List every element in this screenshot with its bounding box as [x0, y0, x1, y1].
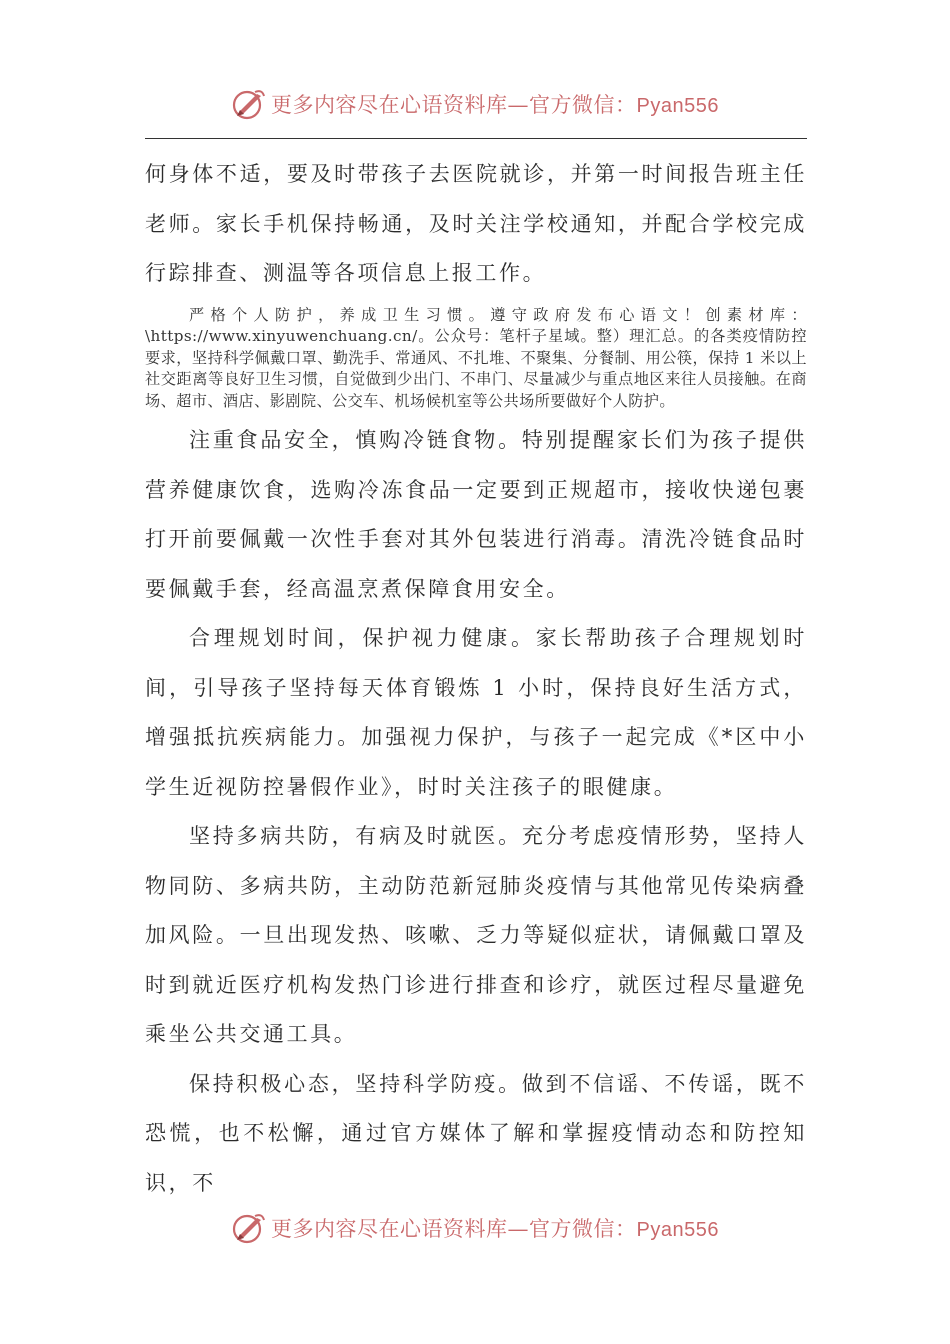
paragraph-vision-health: 合理规划时间，保护视力健康。家长帮助孩子合理规划时间，引导孩子坚持每天体育锻炼 1 小时，保持良好生活方式，增强抵抗疾病能力。加强视力保护，与孩子一起完成《*区中小学生近视防控暑假作业》，时时关注孩子的眼健康。	[145, 626, 807, 799]
header-banner	[0, 86, 950, 122]
header-banner-text	[271, 89, 719, 119]
header-divider	[145, 138, 807, 139]
pen-logo-icon	[231, 86, 267, 122]
paragraph-personal-protection: 严格个人防护，养成卫生习惯。遵守政府发布心语文！创素材库：\https://www.xinyuwenchuang.cn/。公众号：笔杆子星域。整）理汇总。的各类疫情防控要求，坚持科学佩戴口罩、勤洗手、常通风、不扎堆、不聚集、分餐制、用公筷，保持 1 米以上社交距离等良好卫生习惯，自觉做到少出门、不串门、尽量减少与重点地区来往人员接触。在商场、超市、酒店、影剧院、公交车、机场候机室等公共场所要做好个人防护。	[145, 305, 807, 410]
header-wechat-label: 官方微信：	[529, 93, 637, 117]
footer-banner	[0, 1210, 950, 1246]
header-wechat-id: Pyan556	[636, 95, 719, 117]
footer-banner-text	[271, 1213, 719, 1243]
paragraph-continuation: 何身体不适，要及时带孩子去医院就诊，并第一时间报告班主任老师。家长手机保持畅通，及时关注学校通知，并配合学校完成行踪排查、测温等各项信息上报工作。	[145, 162, 807, 285]
footer-wechat-id: Pyan556	[636, 1219, 719, 1241]
paragraph-food-safety: 注重食品安全，慎购冷链食物。特别提醒家长们为孩子提供营养健康饮食，选购冷冻食品一定要到正规超市，接收快递包裹打开前要佩戴一次性手套对其外包装进行消毒。清洗冷链食品时要佩戴手套，经高温烹煮保障食用安全。	[145, 428, 807, 601]
footer-dash: —	[507, 1217, 530, 1241]
header-dash: —	[507, 93, 530, 117]
pen-logo-icon	[231, 1210, 267, 1246]
footer-slogan: 更多内容尽在心语资料库	[271, 1217, 508, 1241]
footer-wechat-label: 官方微信：	[529, 1217, 637, 1241]
paragraph-disease-prevention: 坚持多病共防，有病及时就医。充分考虑疫情形势，坚持人物同防、多病共防，主动防范新冠肺炎疫情与其他常见传染病叠加风险。一旦出现发热、咳嗽、乏力等疑似症状，请佩戴口罩及时到就近医疗机构发热门诊进行排查和诊疗，就医过程尽量避免乘坐公共交通工具。	[145, 824, 807, 1047]
paragraph-positive-attitude: 保持积极心态，坚持科学防疫。做到不信谣、不传谣，既不恐慌，也不松懈，通过官方媒体了解和掌握疫情动态和防控知识，不	[145, 1071, 807, 1195]
document-body	[145, 150, 807, 1208]
header-slogan: 更多内容尽在心语资料库	[271, 93, 508, 117]
